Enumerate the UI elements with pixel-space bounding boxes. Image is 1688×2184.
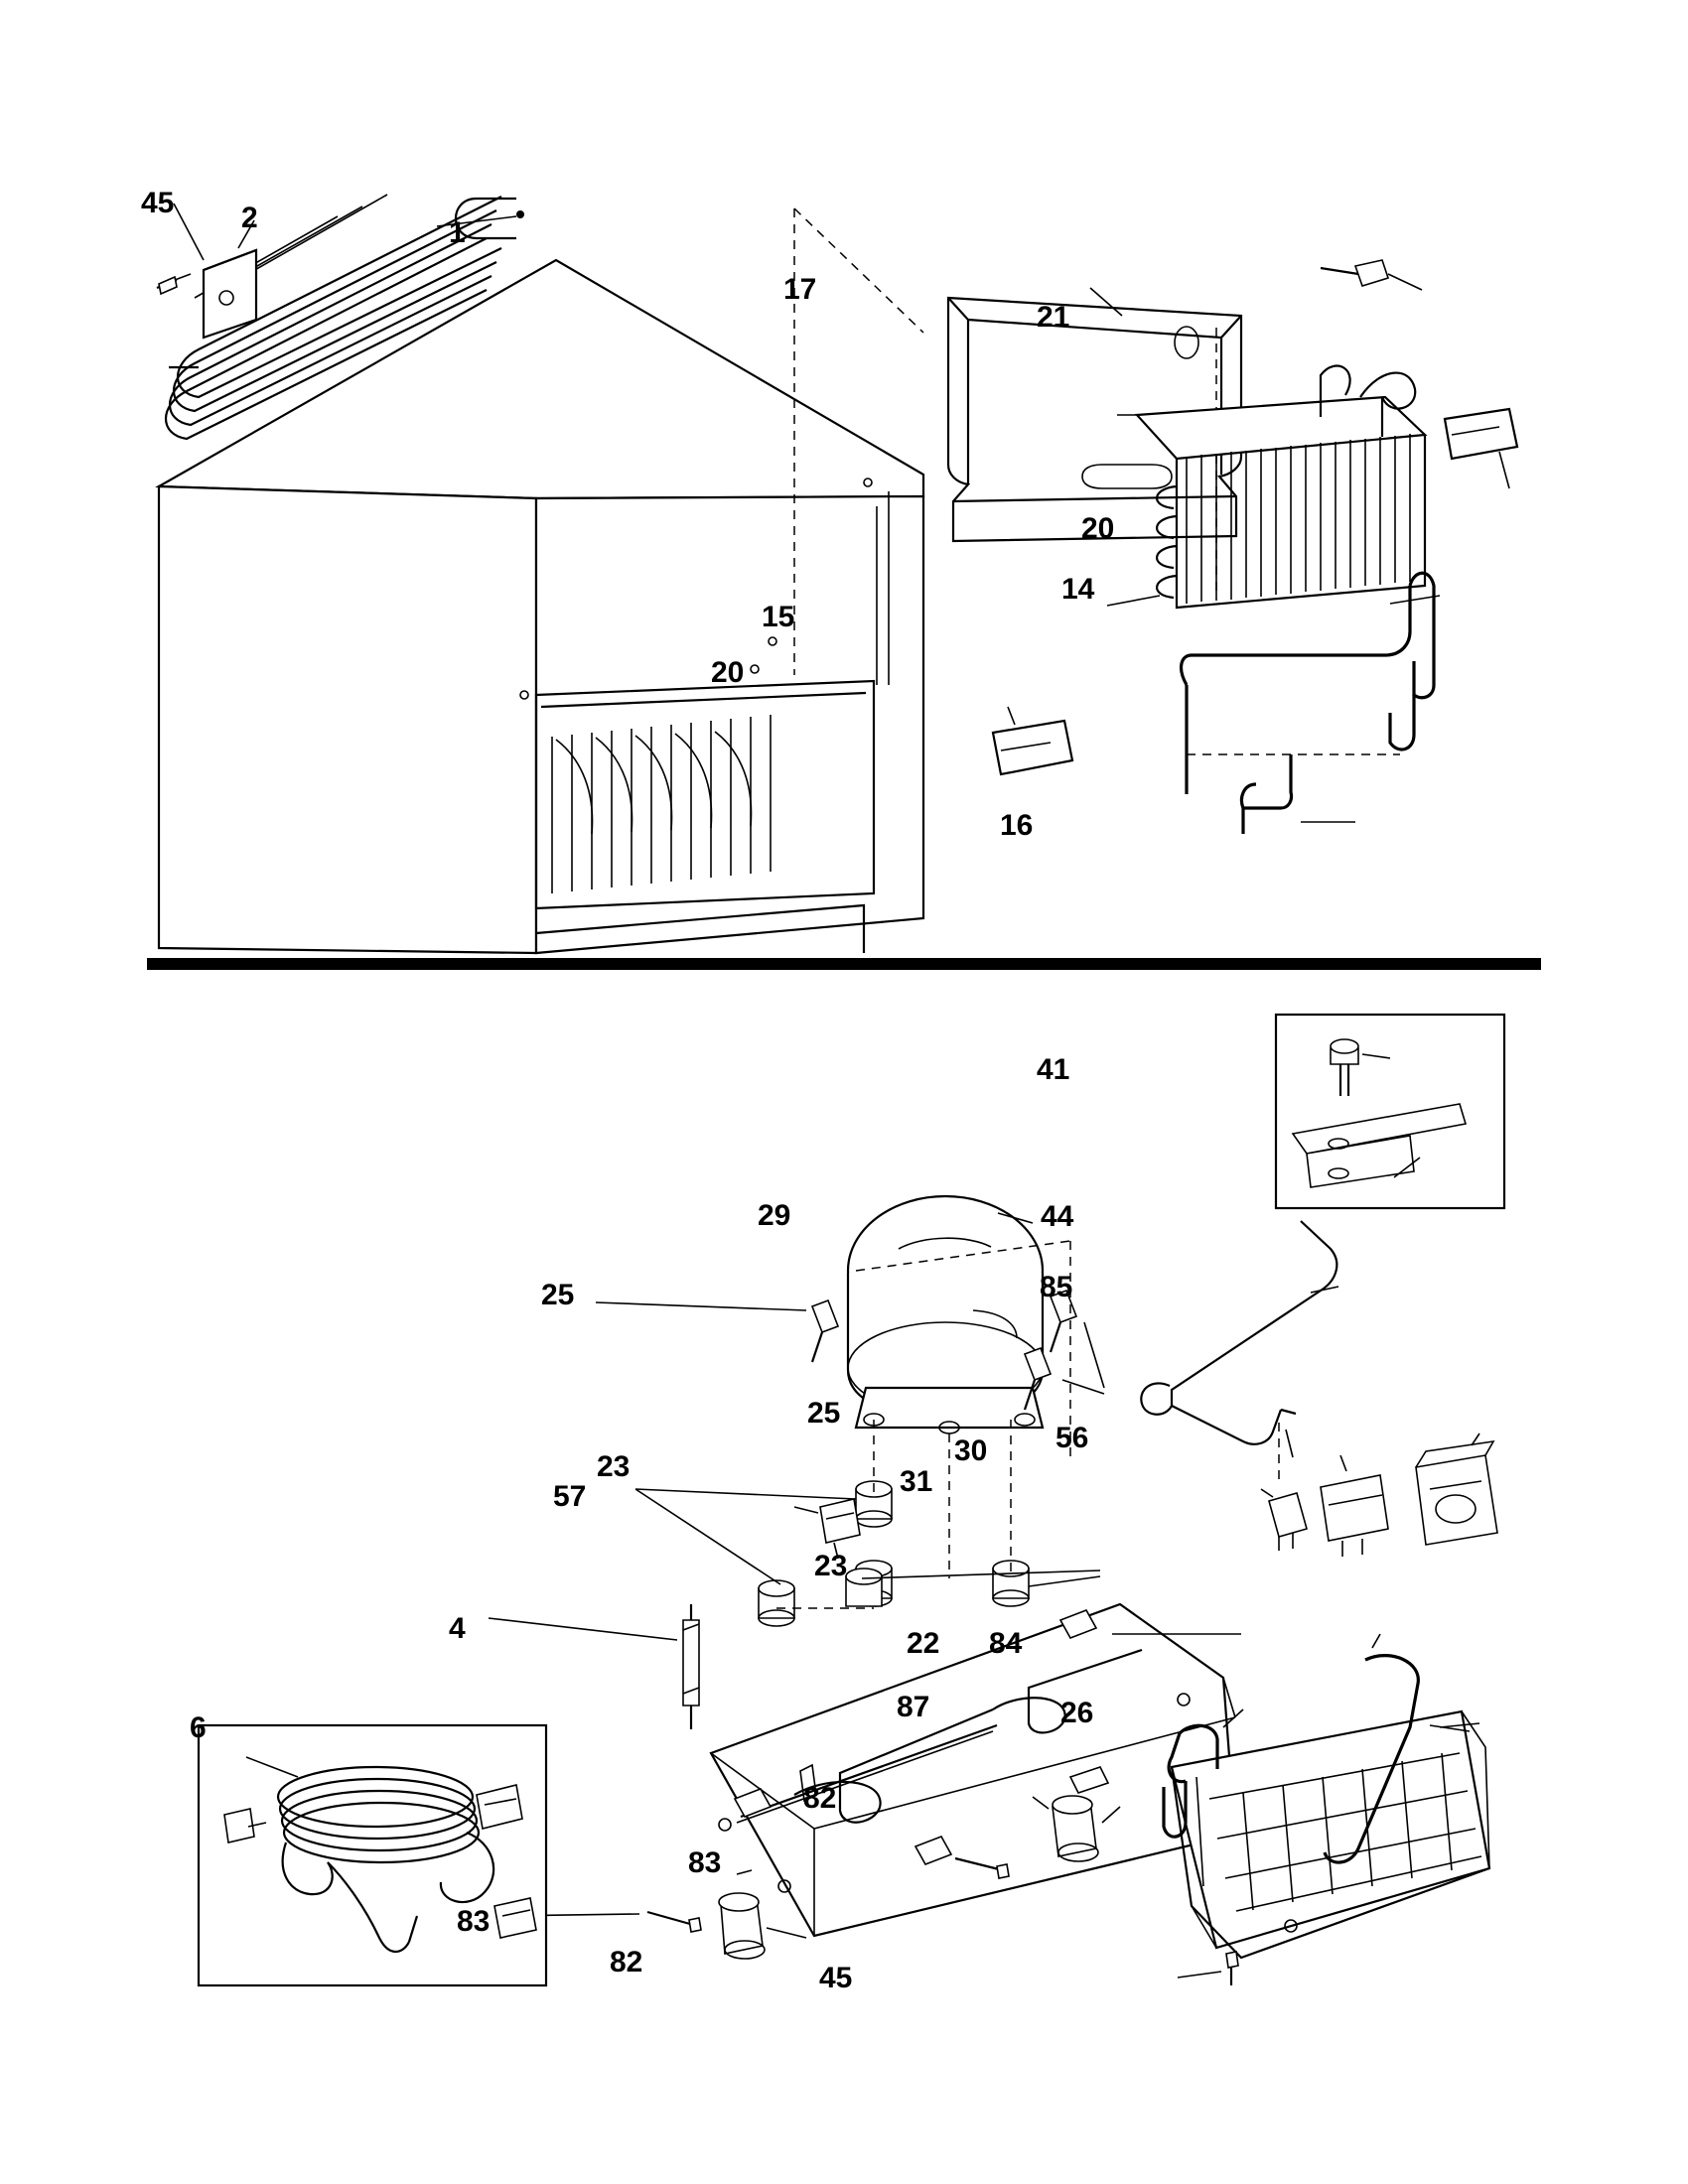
wiring-harness-inset-box xyxy=(199,1725,546,1985)
callout-25-right: 25 xyxy=(807,1397,841,1430)
callout-83-lower: 83 xyxy=(457,1905,491,1938)
callout-87: 87 xyxy=(897,1691,930,1723)
section-divider xyxy=(147,958,1541,970)
callout-29: 29 xyxy=(758,1199,791,1232)
callout-85: 85 xyxy=(1040,1271,1073,1303)
callout-17: 17 xyxy=(783,273,817,306)
callout-23-left: 23 xyxy=(597,1450,631,1483)
callout-26: 26 xyxy=(1060,1697,1094,1729)
grommet-group-23 xyxy=(635,1481,1100,1626)
bracket-inset-box xyxy=(1276,1015,1504,1208)
callout-4: 4 xyxy=(449,1612,466,1645)
callout-1: 1 xyxy=(449,216,466,249)
callout-30: 30 xyxy=(954,1434,988,1467)
callout-20-right: 20 xyxy=(1081,512,1115,545)
tubing-85 xyxy=(1141,1221,1338,1457)
callout-82-upper: 82 xyxy=(803,1782,837,1815)
compressor-group xyxy=(848,1196,1043,1433)
callout-14: 14 xyxy=(1061,573,1095,606)
electrical-parts-group xyxy=(1261,1420,1497,1557)
callout-15: 15 xyxy=(762,601,795,633)
wire-bracket-group xyxy=(1182,573,1440,834)
callout-23-right: 23 xyxy=(814,1550,848,1582)
callout-45: 45 xyxy=(141,187,175,219)
callout-22: 22 xyxy=(907,1627,940,1660)
callout-6: 6 xyxy=(190,1711,207,1744)
callout-83-upper: 83 xyxy=(688,1846,722,1879)
callout-16: 16 xyxy=(1000,809,1034,842)
callout-20-left: 20 xyxy=(711,656,745,689)
callout-41: 41 xyxy=(1037,1053,1070,1086)
callout-57: 57 xyxy=(553,1480,587,1513)
cabinet-group xyxy=(159,260,923,953)
callout-44: 44 xyxy=(1041,1200,1074,1233)
callout-31: 31 xyxy=(900,1465,933,1498)
callout-56: 56 xyxy=(1055,1422,1089,1454)
callout-25-left: 25 xyxy=(541,1279,575,1311)
callout-21: 21 xyxy=(1037,301,1070,334)
callout-82-lower: 82 xyxy=(610,1946,643,1979)
callout-84: 84 xyxy=(989,1627,1023,1660)
callout-45-lower: 45 xyxy=(819,1962,853,1994)
base-plate-22 xyxy=(711,1604,1241,1936)
drier-4 xyxy=(489,1604,699,1729)
callout-2: 2 xyxy=(241,202,258,234)
